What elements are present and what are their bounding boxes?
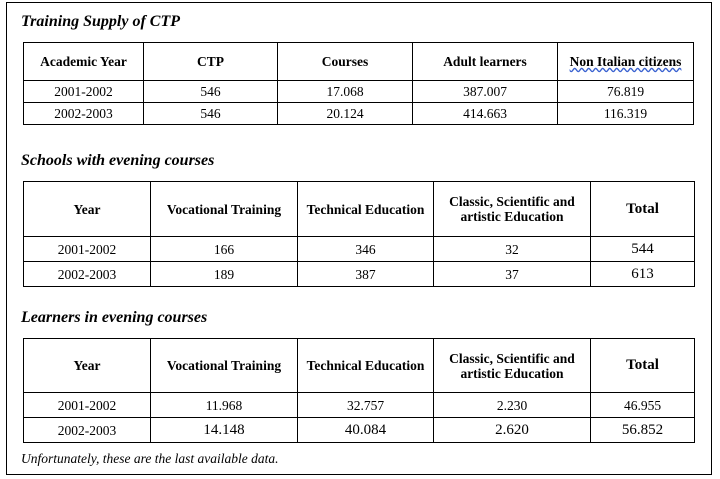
table-cell: 414.663	[413, 103, 558, 125]
table-cell: 2002-2003	[24, 103, 144, 125]
table-cell: 2001-2002	[24, 237, 151, 262]
footnote: Unfortunately, these are the last available data.	[21, 451, 279, 466]
column-header: Vocational Training	[151, 182, 298, 237]
training-supply-table	[23, 42, 694, 125]
table-header-row	[24, 182, 695, 237]
column-header: Classic, Scientific and artistic Education	[434, 339, 591, 393]
table-cell: 189	[151, 262, 298, 287]
column-header: Courses	[278, 43, 413, 81]
table-cell: 2001-2002	[24, 81, 144, 103]
table-cell: 17.068	[278, 81, 413, 103]
column-header: Adult learners	[413, 43, 558, 81]
learners-evening-table	[23, 338, 695, 443]
table-cell: 2002-2003	[24, 418, 151, 443]
column-header: Technical Education	[298, 182, 434, 237]
table-cell: 346	[298, 237, 434, 262]
table-row	[24, 393, 695, 418]
table-row	[24, 418, 695, 443]
table-cell: 32	[434, 237, 591, 262]
column-header: Classic, Scientific and artistic Education	[434, 182, 591, 237]
schools-evening-table	[23, 181, 695, 287]
table-cell: 11.968	[151, 393, 298, 418]
spellcheck-underlined-text: Non Italian citizens	[569, 54, 682, 69]
column-header: Year	[24, 182, 151, 237]
table-cell: 76.819	[558, 81, 694, 103]
table-cell: 37	[434, 262, 591, 287]
training-supply-title: Training Supply of CTP	[21, 13, 180, 30]
table-cell: 2002-2003	[24, 262, 151, 287]
table-row	[24, 237, 695, 262]
table-cell: 56.852	[591, 418, 695, 443]
table-cell: 166	[151, 237, 298, 262]
column-header: Vocational Training	[151, 339, 298, 393]
table-cell: 116.319	[558, 103, 694, 125]
table-cell: 2001-2002	[24, 393, 151, 418]
table-row	[24, 262, 695, 287]
table-row	[24, 103, 694, 125]
table-cell: 32.757	[298, 393, 434, 418]
table-cell: 14.148	[151, 418, 298, 443]
table-cell: 544	[591, 237, 695, 262]
table-cell: 20.124	[278, 103, 413, 125]
table-cell: 2.230	[434, 393, 591, 418]
table-row	[24, 81, 694, 103]
table-cell: 546	[144, 103, 278, 125]
column-header	[558, 43, 694, 81]
table-cell: 546	[144, 81, 278, 103]
column-header: Total	[591, 339, 695, 393]
table-cell: 46.955	[591, 393, 695, 418]
column-header: CTP	[144, 43, 278, 81]
table-cell: 613	[591, 262, 695, 287]
column-header: Academic Year	[24, 43, 144, 81]
table-header-row	[24, 43, 694, 81]
table-cell: 2.620	[434, 418, 591, 443]
table-cell: 387	[298, 262, 434, 287]
column-header: Technical Education	[298, 339, 434, 393]
table-cell: 40.084	[298, 418, 434, 443]
table-cell: 387.007	[413, 81, 558, 103]
column-header: Year	[24, 339, 151, 393]
table-header-row	[24, 339, 695, 393]
column-header: Total	[591, 182, 695, 237]
learners-evening-title: Learners in evening courses	[21, 309, 208, 326]
schools-evening-title: Schools with evening courses	[21, 152, 215, 169]
